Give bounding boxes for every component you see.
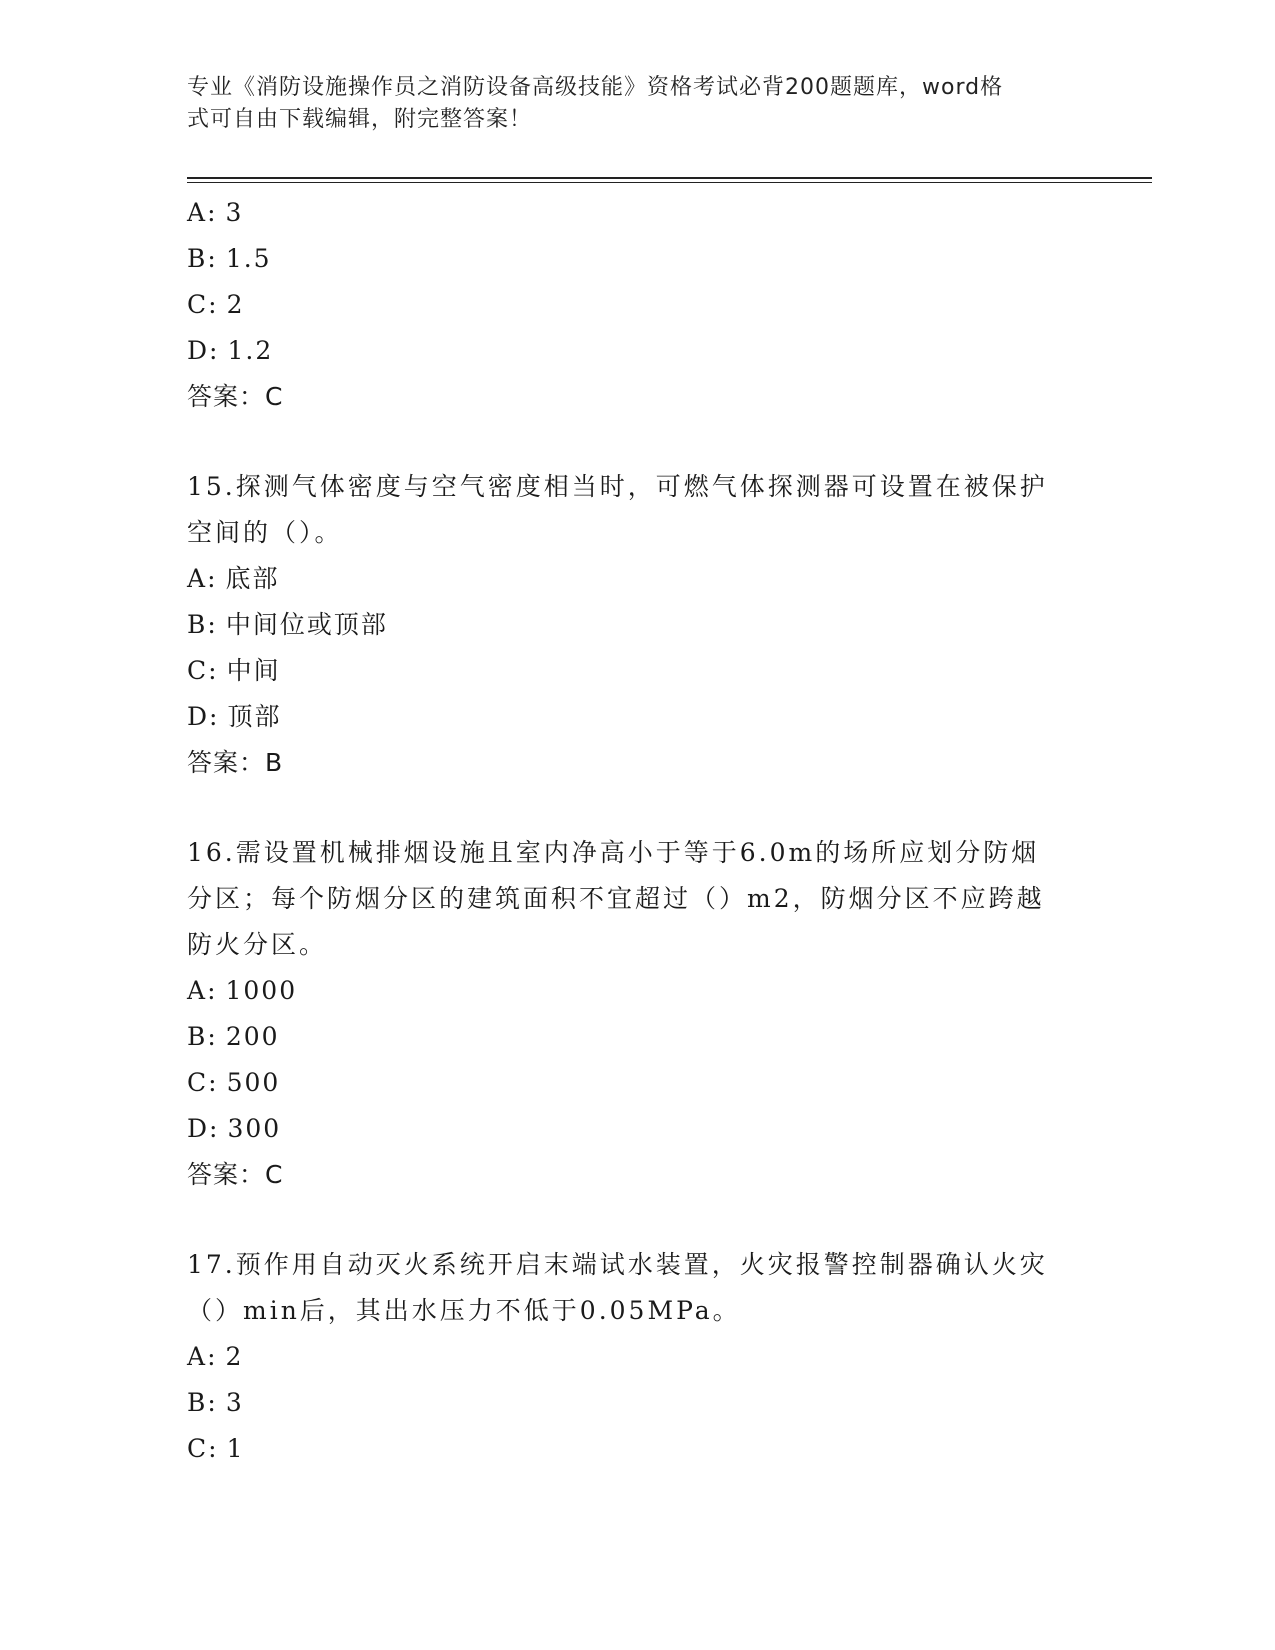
answer-line: 答案：C [187, 382, 284, 411]
option-c: C: 中间 [187, 656, 281, 685]
answer-line: 答案：B [187, 748, 284, 777]
header-line-1: 专业《消防设施操作员之消防设备高级技能》资格考试必背200题题库，word格 [187, 75, 1004, 100]
document-header [187, 72, 1067, 136]
option-b: B: 3 [187, 1388, 244, 1417]
question-14-partial [187, 190, 1087, 420]
option-d: D: 顶部 [187, 702, 282, 731]
option-c: C: 1 [187, 1434, 245, 1463]
question-15 [187, 464, 1087, 786]
option-c: C: 2 [187, 290, 245, 319]
answer-line: 答案：C [187, 1160, 284, 1189]
question-list [187, 190, 1087, 1472]
question-text-line: 15.探测气体密度与空气密度相当时，可燃气体探测器可设置在被保护 [187, 472, 1048, 501]
option-d: D: 1.2 [187, 336, 274, 365]
question-text-line: 防火分区。 [187, 930, 328, 959]
header-divider-thick [187, 177, 1152, 179]
header-line-2: 式可自由下载编辑，附完整答案！ [187, 107, 533, 132]
option-b: B: 1.5 [187, 244, 272, 273]
header-divider-thin [187, 182, 1152, 183]
option-d: D: 300 [187, 1114, 282, 1143]
question-17 [187, 1242, 1087, 1472]
option-b: B: 200 [187, 1022, 280, 1051]
question-text-line: 17.预作用自动灭火系统开启末端试水装置，火灾报警控制器确认火灾 [187, 1250, 1048, 1279]
option-a: A: 底部 [187, 564, 280, 593]
option-a: A: 1000 [187, 976, 298, 1005]
option-b: B: 中间位或顶部 [187, 610, 388, 639]
question-text-line: 16.需设置机械排烟设施且室内净高小于等于6.0m的场所应划分防烟 [187, 838, 1040, 867]
question-16 [187, 830, 1087, 1198]
option-a: A: 2 [187, 1342, 244, 1371]
question-text-line: （）min后，其出水压力不低于0.05MPa。 [187, 1296, 741, 1325]
question-text-line: 空间的（）。 [187, 518, 343, 547]
question-text-line: 分区；每个防烟分区的建筑面积不宜超过（）m2，防烟分区不应跨越 [187, 884, 1045, 913]
option-c: C: 500 [187, 1068, 281, 1097]
option-a: A: 3 [187, 198, 244, 227]
